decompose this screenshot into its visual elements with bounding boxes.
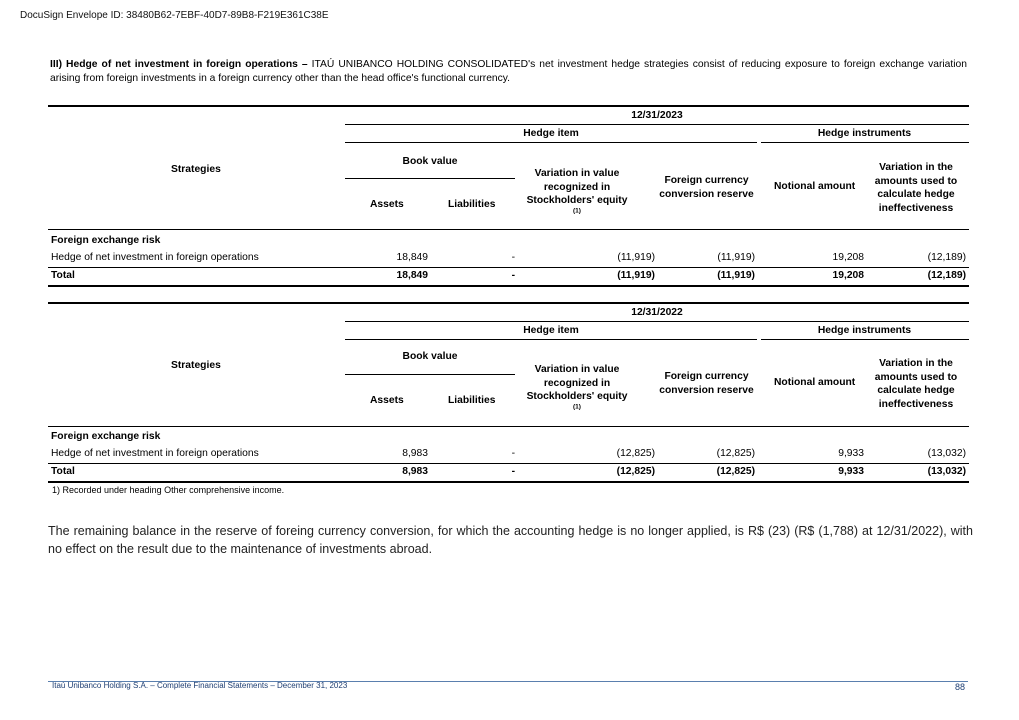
row-ineffectiveness: (12,189) — [927, 252, 966, 263]
ineffectiveness-header: Variation in the amounts used to calculate hedge ineffectiveness — [874, 162, 958, 214]
book-value-header: Book value — [402, 156, 458, 167]
notional-amount-header: Notional amount — [774, 181, 856, 192]
table-date: 12/31/2022 — [631, 307, 683, 318]
row-assets: 8,983 — [402, 448, 428, 459]
remaining-balance-paragraph: The remaining balance in the reserve of foreing currency conversion, for which the accounting hedge is no longer applied, is R$ (23) (R$ (1,788) at 12/31/2022), with no effect on the result due to the maintenance of investments abroad. — [48, 524, 973, 556]
notional-amount-header: Notional amount — [774, 377, 856, 388]
total-variation: (12,825) — [616, 466, 655, 477]
total-assets: 8,983 — [402, 466, 428, 477]
row-label: Hedge of net investment in foreign operations — [51, 252, 259, 263]
total-ineffectiveness: (12,189) — [927, 270, 966, 281]
footer-company-text: Itaú Unibanco Holding S.A. – Complete Financial Statements – December 31, 2023 — [52, 681, 348, 690]
row-liabilities: - — [511, 448, 515, 459]
hedge-table-2023 — [48, 105, 969, 290]
row-ineffectiveness: (13,032) — [927, 448, 966, 459]
row-notional: 9,933 — [838, 448, 864, 459]
row-reserve: (12,825) — [716, 448, 755, 459]
hedge-item-header: Hedge item — [523, 128, 579, 139]
section-label: Foreign exchange risk — [51, 235, 161, 246]
hedge-table-2022 — [48, 302, 969, 484]
total-notional: 9,933 — [838, 466, 864, 477]
row-variation: (12,825) — [616, 448, 655, 459]
total-notional: 19,208 — [832, 270, 864, 281]
table-date: 12/31/2023 — [631, 110, 683, 121]
variation-recognized-header: Variation in value recognized in Stockholders' equity $^{(1)}$ — [526, 168, 628, 215]
total-label: Total — [51, 466, 75, 477]
row-notional: 19,208 — [832, 252, 864, 263]
strategies-header: Strategies — [171, 360, 221, 371]
hedge-instruments-header: Hedge instruments — [817, 325, 912, 336]
liabilities-header: Liabilities — [448, 395, 496, 406]
assets-header: Assets — [370, 199, 404, 210]
total-reserve: (11,919) — [717, 270, 755, 281]
total-label: Total — [51, 270, 75, 281]
strategies-header: Strategies — [171, 164, 221, 175]
intro-bold-lead: III) Hedge of net investment in foreign operations – — [50, 59, 308, 70]
page-number: 88 — [955, 682, 966, 692]
total-ineffectiveness: (13,032) — [927, 466, 966, 477]
row-label: Hedge of net investment in foreign operations — [51, 448, 259, 459]
footnote: 1) Recorded under heading Other comprehensive income. — [52, 485, 285, 495]
variation-recognized-header: Variation in value recognized in Stockholders' equity $^{(1)}$ — [526, 364, 628, 411]
fx-reserve-header: Foreign currency conversion reserve — [659, 371, 754, 396]
intro-paragraph — [50, 58, 967, 86]
total-liabilities: - — [511, 270, 515, 281]
book-value-header: Book value — [402, 351, 458, 362]
row-reserve: (11,919) — [717, 252, 755, 263]
hedge-instruments-header: Hedge instruments — [817, 128, 912, 139]
intro-text: ITAÚ UNIBANCO HOLDING CONSOLIDATED's net investment hedge strategies consist of reducing exposure to foreign exchange variation arising from foreign investments in a foreign currency other than the head office's functional currency. — [50, 59, 968, 84]
total-variation: (11,919) — [617, 270, 655, 281]
hedge-item-header: Hedge item — [523, 325, 579, 336]
total-assets: 18,849 — [396, 270, 428, 281]
fx-reserve-header: Foreign currency conversion reserve — [659, 175, 754, 200]
row-liabilities: - — [511, 252, 515, 263]
total-liabilities: - — [511, 466, 515, 477]
ineffectiveness-header: Variation in the amounts used to calculate hedge ineffectiveness — [874, 358, 958, 410]
section-label: Foreign exchange risk — [51, 431, 161, 442]
row-assets: 18,849 — [396, 252, 428, 263]
envelope-id: DocuSign Envelope ID: 38480B62-7EBF-40D7-89B8-F219E361C38E — [20, 10, 329, 21]
assets-header: Assets — [370, 395, 404, 406]
row-variation: (11,919) — [617, 252, 655, 263]
total-reserve: (12,825) — [716, 466, 755, 477]
liabilities-header: Liabilities — [448, 199, 496, 210]
